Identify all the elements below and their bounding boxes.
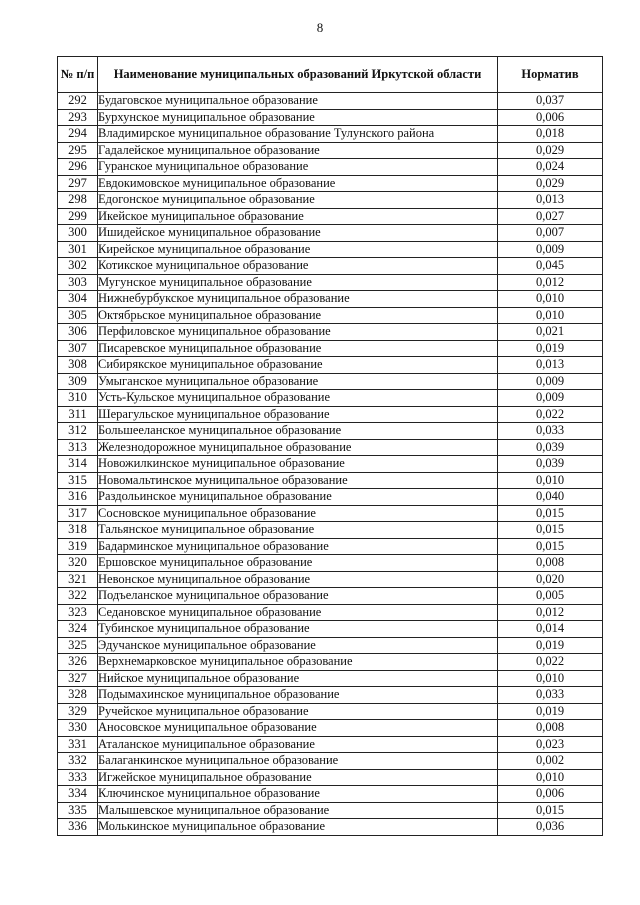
row-name: Невонское муниципальное образование bbox=[98, 571, 498, 588]
table-row bbox=[58, 522, 603, 539]
row-value: 0,010 bbox=[498, 291, 603, 308]
row-number: 332 bbox=[58, 753, 98, 770]
table-row bbox=[58, 472, 603, 489]
table-row bbox=[58, 423, 603, 440]
row-value: 0,012 bbox=[498, 274, 603, 291]
table-row bbox=[58, 489, 603, 506]
table-row bbox=[58, 571, 603, 588]
row-name: Бадарминское муниципальное образование bbox=[98, 538, 498, 555]
row-value: 0,010 bbox=[498, 670, 603, 687]
row-value: 0,012 bbox=[498, 604, 603, 621]
row-value: 0,014 bbox=[498, 621, 603, 638]
table-row bbox=[58, 588, 603, 605]
row-number: 294 bbox=[58, 126, 98, 143]
row-value: 0,006 bbox=[498, 109, 603, 126]
row-name: Евдокимовское муниципальное образование bbox=[98, 175, 498, 192]
row-value: 0,040 bbox=[498, 489, 603, 506]
row-value: 0,022 bbox=[498, 654, 603, 671]
row-value: 0,027 bbox=[498, 208, 603, 225]
row-value: 0,029 bbox=[498, 175, 603, 192]
table-row bbox=[58, 604, 603, 621]
table-header-row bbox=[58, 57, 603, 93]
row-value: 0,015 bbox=[498, 538, 603, 555]
table-row bbox=[58, 159, 603, 176]
table-row bbox=[58, 241, 603, 258]
row-value: 0,019 bbox=[498, 637, 603, 654]
row-value: 0,039 bbox=[498, 439, 603, 456]
row-number: 320 bbox=[58, 555, 98, 572]
table-row bbox=[58, 390, 603, 407]
row-name: Сосновское муниципальное образование bbox=[98, 505, 498, 522]
table-row bbox=[58, 802, 603, 819]
table-row bbox=[58, 670, 603, 687]
row-value: 0,019 bbox=[498, 703, 603, 720]
row-name: Малышевское муниципальное образование bbox=[98, 802, 498, 819]
row-number: 316 bbox=[58, 489, 98, 506]
row-name: Усть-Кульское муниципальное образование bbox=[98, 390, 498, 407]
row-value: 0,013 bbox=[498, 192, 603, 209]
row-name: Котикское муниципальное образование bbox=[98, 258, 498, 275]
row-name: Перфиловское муниципальное образование bbox=[98, 324, 498, 341]
row-number: 330 bbox=[58, 720, 98, 737]
table-row bbox=[58, 274, 603, 291]
row-value: 0,018 bbox=[498, 126, 603, 143]
row-number: 329 bbox=[58, 703, 98, 720]
row-number: 335 bbox=[58, 802, 98, 819]
row-name: Писаревское муниципальное образование bbox=[98, 340, 498, 357]
row-value: 0,019 bbox=[498, 340, 603, 357]
row-name: Игжейское муниципальное образование bbox=[98, 769, 498, 786]
table-row bbox=[58, 142, 603, 159]
row-number: 310 bbox=[58, 390, 98, 407]
row-value: 0,007 bbox=[498, 225, 603, 242]
row-number: 317 bbox=[58, 505, 98, 522]
row-value: 0,010 bbox=[498, 769, 603, 786]
table-row bbox=[58, 769, 603, 786]
table-row bbox=[58, 786, 603, 803]
row-number: 321 bbox=[58, 571, 98, 588]
row-name: Ручейское муниципальное образование bbox=[98, 703, 498, 720]
row-value: 0,036 bbox=[498, 819, 603, 836]
row-name: Икейское муниципальное образование bbox=[98, 208, 498, 225]
table-row bbox=[58, 109, 603, 126]
row-number: 314 bbox=[58, 456, 98, 473]
row-name: Шерагульское муниципальное образование bbox=[98, 406, 498, 423]
row-number: 328 bbox=[58, 687, 98, 704]
row-name: Седановское муниципальное образование bbox=[98, 604, 498, 621]
row-name: Нийское муниципальное образование bbox=[98, 670, 498, 687]
table-row bbox=[58, 439, 603, 456]
table-row bbox=[58, 357, 603, 374]
row-name: Гуранское муниципальное образование bbox=[98, 159, 498, 176]
row-name: Большееланское муниципальное образование bbox=[98, 423, 498, 440]
header-name: Наименование муниципальных образований Иркутской области bbox=[98, 57, 498, 93]
row-name: Аносовское муниципальное образование bbox=[98, 720, 498, 737]
row-name: Подымахинское муниципальное образование bbox=[98, 687, 498, 704]
row-number: 326 bbox=[58, 654, 98, 671]
row-number: 325 bbox=[58, 637, 98, 654]
table-row bbox=[58, 555, 603, 572]
row-name: Октябрьское муниципальное образование bbox=[98, 307, 498, 324]
row-number: 302 bbox=[58, 258, 98, 275]
row-value: 0,009 bbox=[498, 390, 603, 407]
row-value: 0,033 bbox=[498, 687, 603, 704]
row-name: Едогонское муниципальное образование bbox=[98, 192, 498, 209]
row-value: 0,023 bbox=[498, 736, 603, 753]
row-number: 298 bbox=[58, 192, 98, 209]
row-value: 0,037 bbox=[498, 93, 603, 110]
row-value: 0,010 bbox=[498, 472, 603, 489]
header-value: Норматив bbox=[498, 57, 603, 93]
row-number: 331 bbox=[58, 736, 98, 753]
table-row bbox=[58, 324, 603, 341]
header-num: № п/п bbox=[58, 57, 98, 93]
row-number: 307 bbox=[58, 340, 98, 357]
row-number: 334 bbox=[58, 786, 98, 803]
row-number: 293 bbox=[58, 109, 98, 126]
row-value: 0,015 bbox=[498, 802, 603, 819]
row-value: 0,022 bbox=[498, 406, 603, 423]
table-row bbox=[58, 373, 603, 390]
table-row bbox=[58, 126, 603, 143]
row-number: 318 bbox=[58, 522, 98, 539]
row-name: Умыганское муниципальное образование bbox=[98, 373, 498, 390]
row-name: Новожилкинское муниципальное образование bbox=[98, 456, 498, 473]
row-name: Молькинское муниципальное образование bbox=[98, 819, 498, 836]
row-name: Ишидейское муниципальное образование bbox=[98, 225, 498, 242]
row-number: 303 bbox=[58, 274, 98, 291]
row-value: 0,005 bbox=[498, 588, 603, 605]
table-row bbox=[58, 456, 603, 473]
row-number: 295 bbox=[58, 142, 98, 159]
row-value: 0,010 bbox=[498, 307, 603, 324]
row-number: 319 bbox=[58, 538, 98, 555]
row-number: 309 bbox=[58, 373, 98, 390]
row-value: 0,008 bbox=[498, 720, 603, 737]
table-row bbox=[58, 406, 603, 423]
row-number: 336 bbox=[58, 819, 98, 836]
row-number: 333 bbox=[58, 769, 98, 786]
row-number: 306 bbox=[58, 324, 98, 341]
row-name: Раздольинское муниципальное образование bbox=[98, 489, 498, 506]
table-row bbox=[58, 720, 603, 737]
table-row bbox=[58, 654, 603, 671]
row-number: 296 bbox=[58, 159, 98, 176]
norms-table bbox=[57, 56, 603, 836]
row-number: 292 bbox=[58, 93, 98, 110]
row-value: 0,024 bbox=[498, 159, 603, 176]
table-row bbox=[58, 175, 603, 192]
row-name: Мугунское муниципальное образование bbox=[98, 274, 498, 291]
row-value: 0,015 bbox=[498, 505, 603, 522]
row-value: 0,008 bbox=[498, 555, 603, 572]
row-value: 0,009 bbox=[498, 373, 603, 390]
row-name: Тубинское муниципальное образование bbox=[98, 621, 498, 638]
table-row bbox=[58, 307, 603, 324]
row-number: 305 bbox=[58, 307, 98, 324]
row-number: 312 bbox=[58, 423, 98, 440]
row-value: 0,020 bbox=[498, 571, 603, 588]
row-number: 308 bbox=[58, 357, 98, 374]
row-value: 0,039 bbox=[498, 456, 603, 473]
row-number: 322 bbox=[58, 588, 98, 605]
row-number: 323 bbox=[58, 604, 98, 621]
row-value: 0,015 bbox=[498, 522, 603, 539]
row-name: Нижнебурбукское муниципальное образование bbox=[98, 291, 498, 308]
row-name: Кирейское муниципальное образование bbox=[98, 241, 498, 258]
row-name: Балаганкинское муниципальное образование bbox=[98, 753, 498, 770]
row-number: 324 bbox=[58, 621, 98, 638]
row-number: 301 bbox=[58, 241, 98, 258]
table-row bbox=[58, 93, 603, 110]
table-row bbox=[58, 291, 603, 308]
row-value: 0,029 bbox=[498, 142, 603, 159]
row-name: Подъеланское муниципальное образование bbox=[98, 588, 498, 605]
row-number: 327 bbox=[58, 670, 98, 687]
table-row bbox=[58, 637, 603, 654]
row-name: Ершовское муниципальное образование bbox=[98, 555, 498, 572]
row-name: Тальянское муниципальное образование bbox=[98, 522, 498, 539]
row-value: 0,021 bbox=[498, 324, 603, 341]
row-number: 313 bbox=[58, 439, 98, 456]
table-row bbox=[58, 505, 603, 522]
table-row bbox=[58, 687, 603, 704]
row-number: 304 bbox=[58, 291, 98, 308]
table-row bbox=[58, 819, 603, 836]
row-number: 311 bbox=[58, 406, 98, 423]
row-name: Гадалейское муниципальное образование bbox=[98, 142, 498, 159]
row-name: Эдучанское муниципальное образование bbox=[98, 637, 498, 654]
table-row bbox=[58, 225, 603, 242]
table-row bbox=[58, 753, 603, 770]
row-name: Ключинское муниципальное образование bbox=[98, 786, 498, 803]
row-value: 0,006 bbox=[498, 786, 603, 803]
page-number: 8 bbox=[316, 20, 324, 35]
row-name: Верхнемарковское муниципальное образование bbox=[98, 654, 498, 671]
row-number: 315 bbox=[58, 472, 98, 489]
row-name: Владимирское муниципальное образование Тулунского района bbox=[98, 126, 498, 143]
row-name: Будаговское муниципальное образование bbox=[98, 93, 498, 110]
table-row bbox=[58, 703, 603, 720]
row-value: 0,013 bbox=[498, 357, 603, 374]
table-row bbox=[58, 258, 603, 275]
row-value: 0,009 bbox=[498, 241, 603, 258]
row-name: Новомальтинское муниципальное образование bbox=[98, 472, 498, 489]
row-value: 0,045 bbox=[498, 258, 603, 275]
row-number: 297 bbox=[58, 175, 98, 192]
table-row bbox=[58, 736, 603, 753]
table-row bbox=[58, 538, 603, 555]
row-name: Железнодорожное муниципальное образование bbox=[98, 439, 498, 456]
table-row bbox=[58, 192, 603, 209]
table-row bbox=[58, 621, 603, 638]
row-name: Бурхунское муниципальное образование bbox=[98, 109, 498, 126]
table-row bbox=[58, 208, 603, 225]
row-name: Сибирякское муниципальное образование bbox=[98, 357, 498, 374]
row-number: 299 bbox=[58, 208, 98, 225]
row-value: 0,033 bbox=[498, 423, 603, 440]
row-name: Аталанское муниципальное образование bbox=[98, 736, 498, 753]
row-value: 0,002 bbox=[498, 753, 603, 770]
table-row bbox=[58, 340, 603, 357]
row-number: 300 bbox=[58, 225, 98, 242]
